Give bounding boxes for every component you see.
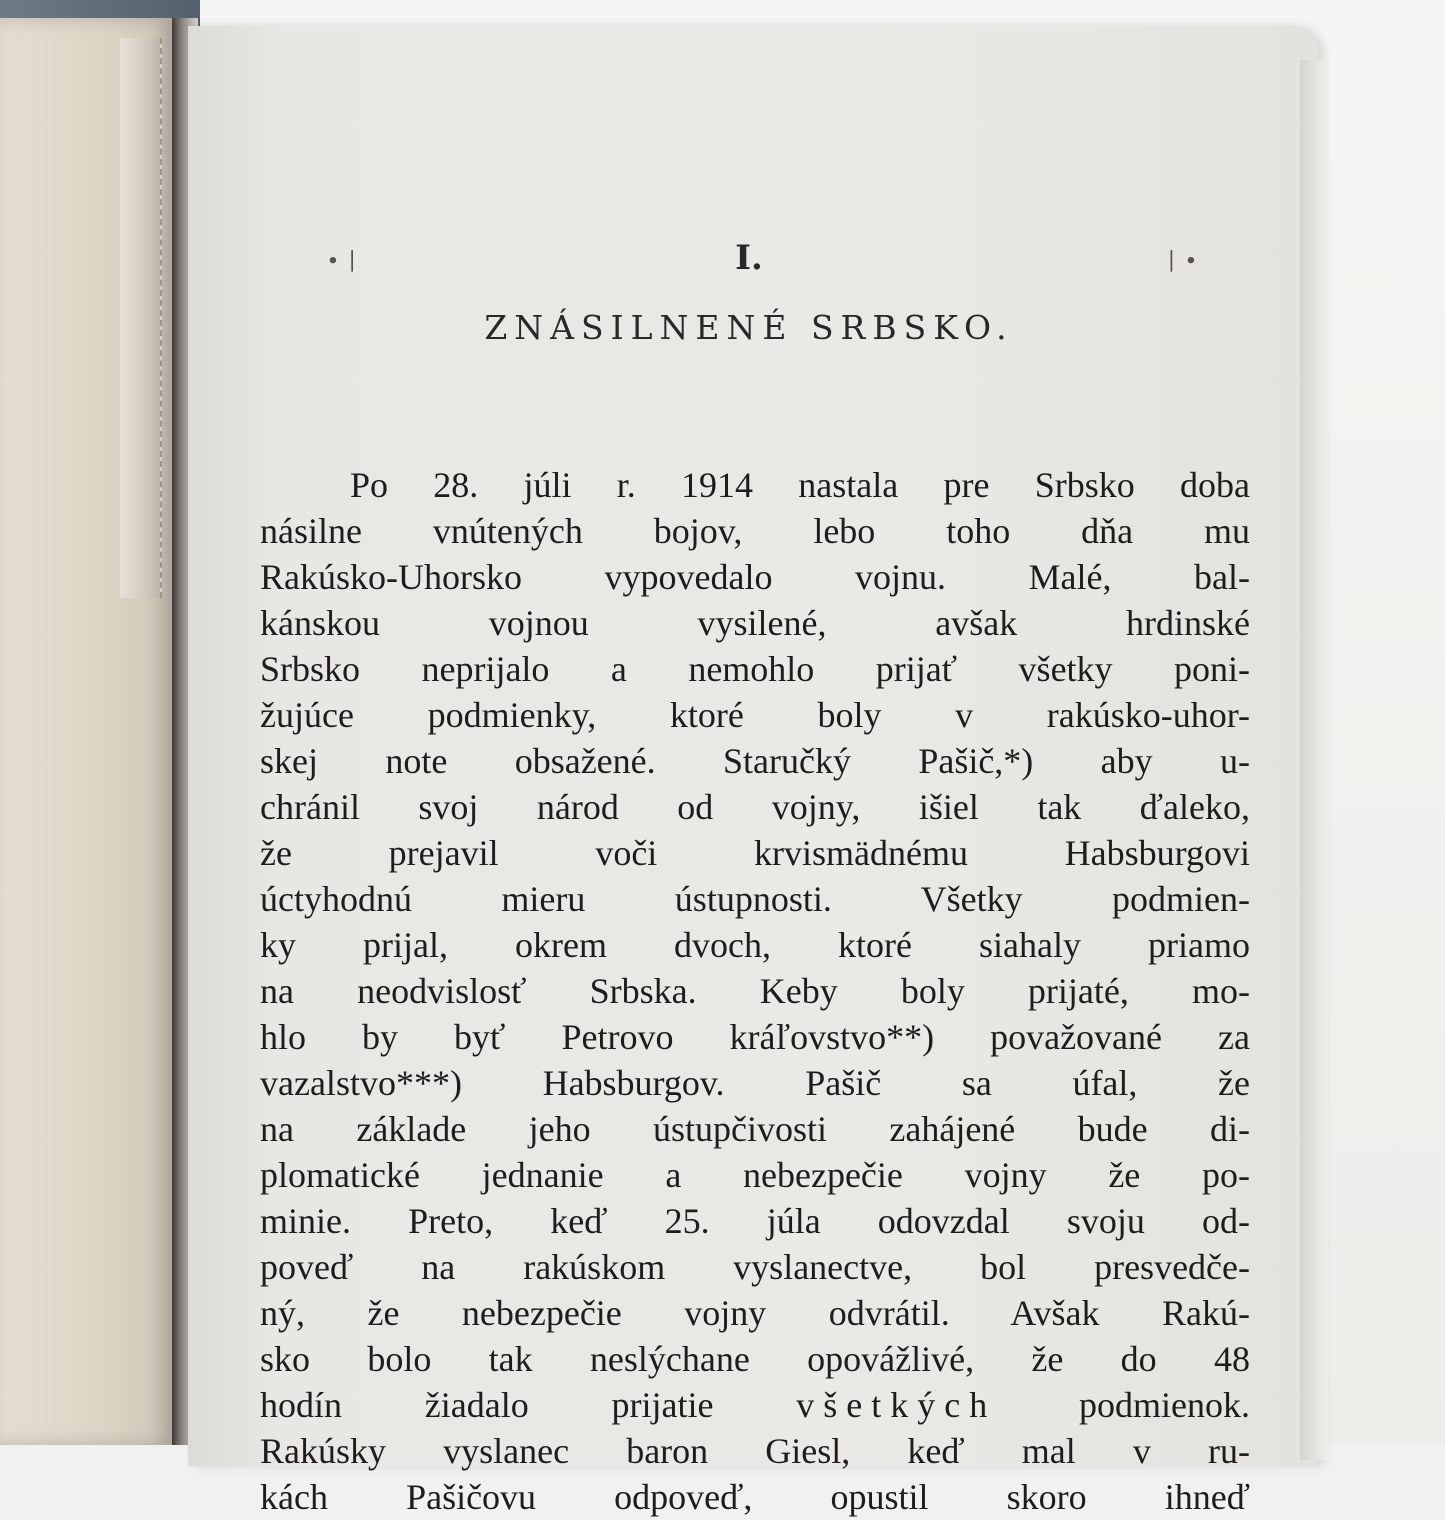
text-line: kách Pašičovu odpoveď, opustil skoro ihneď bbox=[260, 1477, 1250, 1517]
text-line: úctyhodnú mieru ústupnosti. Všetky podmien- bbox=[260, 879, 1250, 919]
print-mark: ∣ ∙ bbox=[1166, 248, 1198, 273]
text-line: minie. Preto, keď 25. júla odovzdal svoju od- bbox=[260, 1201, 1250, 1241]
chapter-title: ZNÁSILNENÉ SRBSKO. bbox=[484, 308, 1014, 347]
text-line: Rakúsko-Uhorsko vypovedalo vojnu. Malé, bal- bbox=[260, 557, 1250, 597]
text-fragment: hodín žiadalo prijatie bbox=[260, 1385, 714, 1425]
text-line: plomatické jednanie a nebezpečie vojny že po- bbox=[260, 1155, 1250, 1195]
text-line: vazalstvo***) Habsburgov. Pašič sa úfal, že bbox=[260, 1063, 1250, 1103]
text-line: sko bolo tak neslýchane opovážlivé, že do 48 bbox=[260, 1339, 1250, 1379]
text-line: na základe jeho ústupčivosti zahájené bude di- bbox=[260, 1109, 1250, 1149]
text-line: ky prijal, okrem dvoch, ktoré siahaly priamo bbox=[260, 925, 1250, 965]
text-line: chránil svoj národ od vojny, išiel tak ďaleko, bbox=[260, 787, 1250, 827]
text-line: násilne vnútených bojov, lebo toho dňa mu bbox=[260, 511, 1250, 551]
left-page bbox=[0, 18, 176, 1445]
text-line: ný, že nebezpečie vojny odvrátil. Avšak Rakú- bbox=[260, 1293, 1250, 1333]
text-line: Po 28. júli r. 1914 nastala pre Srbsko doba bbox=[350, 465, 1250, 505]
text-line: Rakúsky vyslanec baron Giesl, keď mal v ru- bbox=[260, 1431, 1250, 1471]
text-line: poveď na rakúskom vyslanectve, bol presvedče- bbox=[260, 1247, 1250, 1287]
text-line: skej note obsažené. Staručký Pašič,*) aby u- bbox=[260, 741, 1250, 781]
text-fragment: podmienok. bbox=[1079, 1385, 1251, 1425]
print-mark: ∙ ∣ bbox=[326, 248, 358, 273]
emphasized-word: všetkých bbox=[796, 1385, 997, 1425]
torn-paper-strip bbox=[120, 38, 162, 598]
text-line: na neodvislosť Srbska. Keby boly prijaté, mo- bbox=[260, 971, 1250, 1011]
text-line: hlo by byť Petrovo kráľovstvo**) považované za bbox=[260, 1017, 1250, 1057]
text-line: Srbsko neprijalo a nemohlo prijať všetky poni- bbox=[260, 649, 1250, 689]
text-line: žujúce podmienky, ktoré boly v rakúsko-uhor- bbox=[260, 695, 1250, 735]
chapter-number: I. bbox=[735, 238, 763, 278]
page-edge bbox=[1300, 60, 1328, 1460]
text-line: kánskou vojnou vysilené, avšak hrdinské bbox=[260, 603, 1250, 643]
paragraph bbox=[260, 462, 1250, 1520]
text-line: že prejavil voči krvismädnému Habsburgovi bbox=[260, 833, 1250, 873]
text-line-emphasis bbox=[260, 1382, 1250, 1428]
